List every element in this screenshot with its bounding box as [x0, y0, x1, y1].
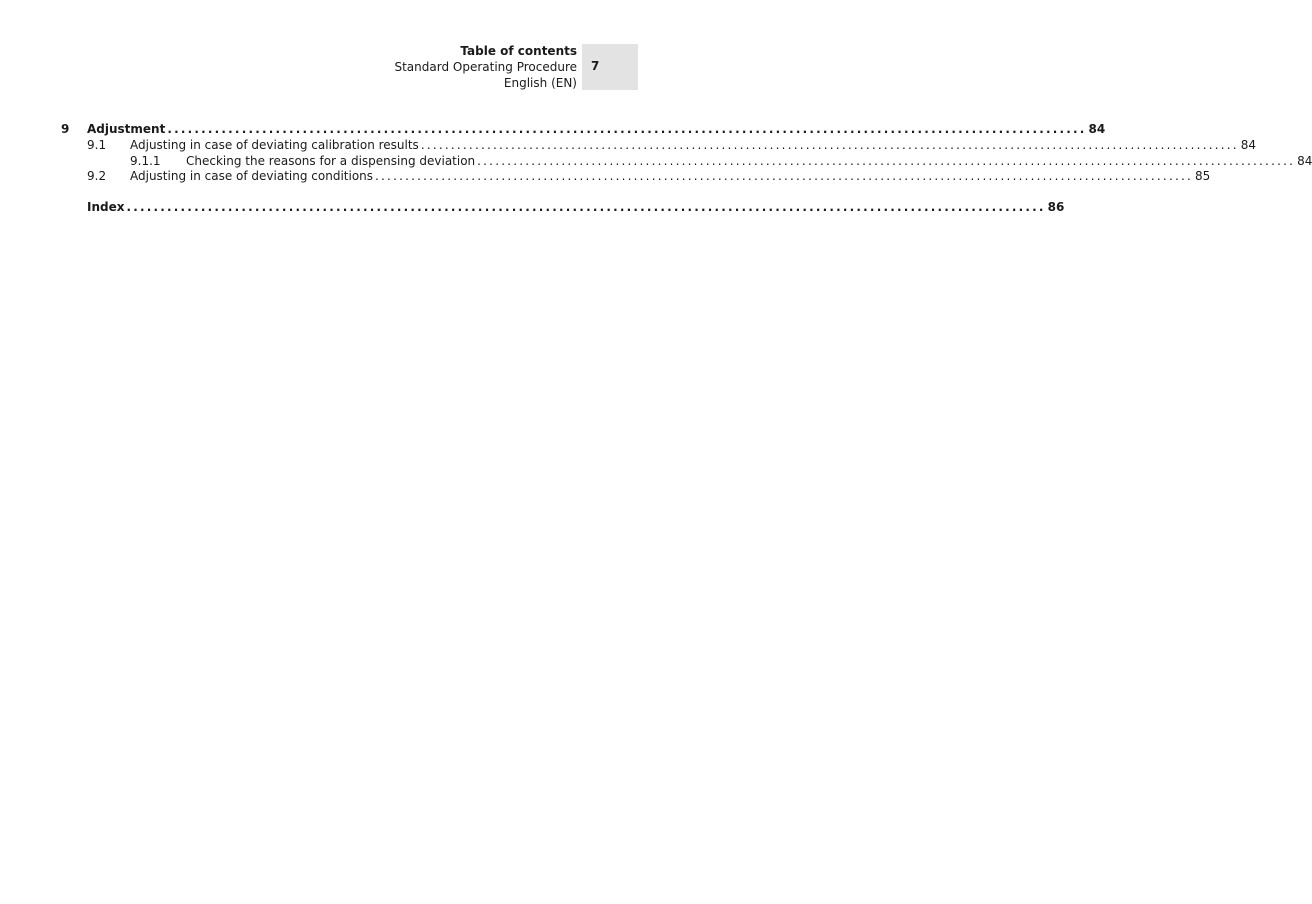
dot-leader: ........................................................................................................................................ — [167, 122, 1087, 136]
header-language: English (EN) — [503, 76, 577, 90]
dot-leader: ........................................................................................................................................ — [126, 200, 1046, 214]
toc-entry-page: 85 — [1195, 169, 1211, 183]
toc-entry-number: 9.2 — [87, 169, 107, 183]
toc-entry-label: Checking the reasons for a dispensing deviation — [186, 154, 476, 168]
header-title: Table of contents — [460, 44, 577, 58]
toc-entry-content — [186, 153, 1312, 169]
toc-entry-page: 84 — [1297, 154, 1312, 168]
header-subtitle: Standard Operating Procedure — [394, 60, 577, 74]
dot-leader: ........................................................................................................................................ — [420, 138, 1239, 152]
toc-entry-content — [130, 168, 1211, 184]
toc-entry-section-9-1-1[interactable] — [0, 153, 1312, 169]
page-number: 7 — [591, 59, 600, 73]
toc-entry-number: 9.1 — [87, 138, 107, 152]
toc-entry-chapter-9[interactable] — [0, 121, 1106, 137]
toc-entry-label: Adjusting in case of deviating conditions — [130, 169, 374, 183]
toc-entry-page: 84 — [1088, 122, 1106, 136]
toc-entry-content — [87, 199, 1065, 215]
toc-entry-content — [130, 137, 1257, 153]
toc-entry-section-9-2[interactable] — [0, 168, 1211, 184]
dot-leader: ........................................................................................................................................ — [375, 169, 1193, 183]
toc-entry-label: Index — [87, 200, 125, 214]
running-header — [394, 43, 577, 91]
toc-entry-page: 86 — [1047, 200, 1065, 214]
toc-entry-number: 9 — [61, 122, 70, 136]
toc-entry-content — [87, 121, 1106, 137]
toc-entry-section-9-1[interactable] — [0, 137, 1257, 153]
toc-entry-page: 84 — [1240, 138, 1257, 152]
toc-entry-label: Adjustment — [87, 122, 166, 136]
toc-entry-label: Adjusting in case of deviating calibration results — [130, 138, 419, 152]
dot-leader: ........................................................................................................................................ — [477, 154, 1296, 168]
page-number-tab — [582, 44, 638, 90]
toc-entry-number: 9.1.1 — [130, 154, 161, 168]
toc-entry-index[interactable] — [0, 199, 1065, 215]
